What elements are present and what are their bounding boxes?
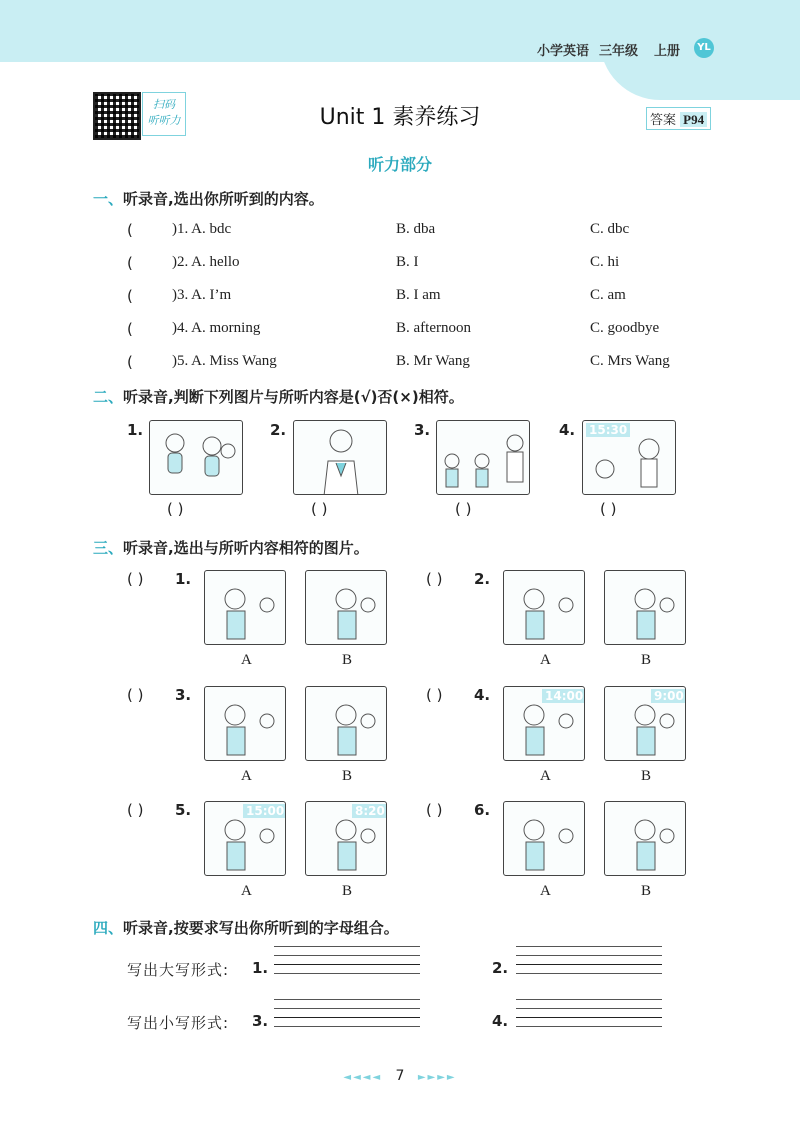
s1-item-3-c: C. am bbox=[590, 287, 626, 303]
figure-body bbox=[637, 842, 655, 870]
s1-item-2-b: B. I bbox=[396, 254, 419, 270]
s3-q6-label-b: B bbox=[641, 883, 652, 899]
figure-head bbox=[225, 705, 245, 725]
figure-body bbox=[227, 611, 245, 639]
section2-num: 二、 bbox=[93, 388, 124, 406]
s1-item-1-c: C. dbc bbox=[590, 221, 630, 237]
lower-num-4: 4. bbox=[492, 1012, 509, 1030]
s3-answer-paren-6[interactable]: ( ) bbox=[426, 801, 443, 819]
figure-body bbox=[227, 727, 245, 755]
s3-q5-label-a: A bbox=[241, 883, 252, 899]
illustration bbox=[605, 802, 686, 876]
illustration bbox=[504, 571, 585, 645]
s2-clock: 15:30 bbox=[586, 423, 630, 437]
page-number: 7 bbox=[395, 1068, 405, 1084]
s3-q1-picture-a[interactable] bbox=[204, 570, 286, 645]
figure-head-2 bbox=[260, 598, 274, 612]
s3-q6-label-a: A bbox=[540, 883, 551, 899]
s2-item-2-num: 2. bbox=[270, 421, 287, 439]
s1-item-1-a: )1. A. bdc bbox=[172, 221, 232, 237]
s2-answer-1[interactable]: ( ) bbox=[167, 500, 184, 518]
s3-q5-picture-b[interactable] bbox=[305, 801, 387, 876]
illustration bbox=[205, 571, 286, 645]
writing-line-1-1 bbox=[274, 946, 420, 947]
s2-picture-3 bbox=[436, 420, 530, 495]
writing-line-2-4 bbox=[516, 973, 662, 974]
figure-head bbox=[524, 589, 544, 609]
illustration bbox=[605, 571, 686, 645]
s3-q4-label-a: A bbox=[540, 768, 551, 784]
illustration bbox=[205, 687, 286, 761]
figure-body bbox=[526, 727, 544, 755]
s2-picture-4 bbox=[582, 420, 676, 495]
s3-item-1-num: 1. bbox=[175, 570, 192, 588]
girl-illustration bbox=[294, 421, 387, 495]
s3-q6-picture-a[interactable] bbox=[503, 801, 585, 876]
s1-item-5-c: C. Mrs Wang bbox=[590, 353, 670, 369]
figure-head bbox=[635, 705, 655, 725]
s3-q4-clock-a: 14:00 bbox=[542, 689, 585, 703]
s1-item-2-a: )2. A. hello bbox=[172, 254, 240, 270]
writing-line-4-4 bbox=[516, 1026, 662, 1027]
figure-body bbox=[637, 727, 655, 755]
s1-item-4-a: )4. A. morning bbox=[172, 320, 261, 336]
section-subtitle: 听力部分 bbox=[367, 155, 432, 174]
s1-item-2-c: C. hi bbox=[590, 254, 620, 270]
writing-line-4-1 bbox=[516, 999, 662, 1000]
figure-head bbox=[635, 820, 655, 840]
mice-illustration bbox=[150, 421, 243, 495]
s3-item-4-num: 4. bbox=[474, 686, 491, 704]
answer-ref bbox=[646, 107, 711, 130]
lower-label: 写出小写形式: bbox=[127, 1014, 230, 1032]
figure-body bbox=[526, 611, 544, 639]
figure-head bbox=[524, 820, 544, 840]
figure-head-2 bbox=[660, 598, 674, 612]
s3-item-3-num: 3. bbox=[175, 686, 192, 704]
section2-heading bbox=[93, 386, 464, 407]
s3-answer-paren-5[interactable]: ( ) bbox=[127, 801, 144, 819]
figure-body bbox=[637, 611, 655, 639]
figure-body bbox=[338, 611, 356, 639]
s3-item-2-num: 2. bbox=[474, 570, 491, 588]
figure-head-2 bbox=[660, 714, 674, 728]
section2-text: 听录音,判断下列图片与所听内容是(√)否(×)相符。 bbox=[123, 388, 464, 406]
writing-line-2-1 bbox=[516, 946, 662, 947]
writing-line-3-3[interactable] bbox=[274, 1017, 420, 1018]
footer-right-arrows: ►►►► bbox=[417, 1072, 457, 1083]
s3-q5-clock-b: 8:20 bbox=[352, 804, 387, 818]
upper-num-1: 1. bbox=[252, 959, 269, 977]
writing-line-2-2 bbox=[516, 955, 662, 956]
writing-line-3-4 bbox=[274, 1026, 420, 1027]
s3-q2-picture-b[interactable] bbox=[604, 570, 686, 645]
s3-q6-picture-b[interactable] bbox=[604, 801, 686, 876]
section4-text: 听录音,按要求写出你所听到的字母组合。 bbox=[123, 919, 399, 937]
s1-item-4-c: C. goodbye bbox=[590, 320, 660, 336]
section3-text: 听录音,选出与所听内容相符的图片。 bbox=[123, 539, 369, 557]
figure-head-2 bbox=[660, 829, 674, 843]
header-grade: 三年级 bbox=[599, 44, 639, 59]
answer-label: 答案 bbox=[650, 113, 677, 128]
figure-head-2 bbox=[559, 598, 573, 612]
header-term: 上册 bbox=[654, 44, 681, 59]
figure-head-2 bbox=[559, 714, 573, 728]
s3-q4-picture-a[interactable] bbox=[503, 686, 585, 761]
s3-q3-picture-b[interactable] bbox=[305, 686, 387, 761]
section1-text: 听录音,选出你所听到的内容。 bbox=[123, 190, 324, 208]
s1-item-3-b: B. I am bbox=[396, 287, 441, 303]
figure-head bbox=[225, 820, 245, 840]
illustration bbox=[306, 687, 387, 761]
figure-head bbox=[225, 589, 245, 609]
figure-head bbox=[336, 705, 356, 725]
figure-head-2 bbox=[260, 829, 274, 843]
s1-item-1-b: B. dba bbox=[396, 221, 436, 237]
s3-q2-label-a: A bbox=[540, 652, 551, 668]
s1-item-5-a: )5. A. Miss Wang bbox=[172, 353, 277, 369]
s1-item-5-b: B. Mr Wang bbox=[396, 353, 470, 369]
figure-head-2 bbox=[361, 829, 375, 843]
s3-q1-picture-b[interactable] bbox=[305, 570, 387, 645]
section3-num: 三、 bbox=[93, 539, 124, 557]
section1-num: 一、 bbox=[93, 190, 124, 208]
s3-q2-picture-a[interactable] bbox=[503, 570, 585, 645]
s3-q4-picture-b[interactable] bbox=[604, 686, 686, 761]
figure-head bbox=[336, 820, 356, 840]
upper-label: 写出大写形式: bbox=[127, 961, 230, 979]
writing-line-2-3[interactable] bbox=[516, 964, 662, 965]
s3-q2-label-b: B bbox=[641, 652, 652, 668]
s2-item-4-num: 4. bbox=[559, 421, 576, 439]
s1-answer-paren-3[interactable]: ( bbox=[127, 287, 133, 305]
s3-answer-paren-2[interactable]: ( ) bbox=[426, 570, 443, 588]
s2-item-3-num: 3. bbox=[414, 421, 431, 439]
s2-item-1-num: 1. bbox=[127, 421, 144, 439]
upper-num-2: 2. bbox=[492, 959, 509, 977]
s3-q3-label-a: A bbox=[241, 768, 252, 784]
illustration bbox=[504, 802, 585, 876]
figure-body bbox=[227, 842, 245, 870]
s2-answer-4[interactable]: ( ) bbox=[600, 500, 617, 518]
figure-head-2 bbox=[559, 829, 573, 843]
s3-q4-label-b: B bbox=[641, 768, 652, 784]
figure-head bbox=[635, 589, 655, 609]
s1-answer-paren-5[interactable]: ( bbox=[127, 353, 133, 371]
s3-q1-label-b: B bbox=[342, 652, 353, 668]
s3-item-5-num: 5. bbox=[175, 801, 192, 819]
header-subject: 小学英语 bbox=[537, 44, 590, 59]
figure-body bbox=[338, 727, 356, 755]
s3-q1-label-a: A bbox=[241, 652, 252, 668]
figure-head-2 bbox=[361, 714, 375, 728]
writing-line-1-2 bbox=[274, 955, 420, 956]
s2-answer-3[interactable]: ( ) bbox=[455, 500, 472, 518]
s3-answer-paren-3[interactable]: ( ) bbox=[127, 686, 144, 704]
s1-answer-paren-4[interactable]: ( bbox=[127, 320, 133, 338]
s3-q3-picture-a[interactable] bbox=[204, 686, 286, 761]
lower-num-3: 3. bbox=[252, 1012, 269, 1030]
s1-answer-paren-1[interactable]: ( bbox=[127, 221, 133, 239]
illustration bbox=[306, 571, 387, 645]
s3-answer-paren-1[interactable]: ( ) bbox=[127, 570, 144, 588]
section3-heading bbox=[93, 537, 369, 558]
figure-head bbox=[336, 589, 356, 609]
s3-q5-picture-a[interactable] bbox=[204, 801, 286, 876]
s1-item-3-a: )3. A. I’m bbox=[172, 287, 232, 303]
scan-label-line1: 扫码 bbox=[153, 98, 175, 111]
section4-num: 四、 bbox=[93, 919, 124, 937]
writing-line-4-2 bbox=[516, 1008, 662, 1009]
s3-answer-paren-4[interactable]: ( ) bbox=[426, 686, 443, 704]
s2-picture-2 bbox=[293, 420, 387, 495]
writing-line-3-2 bbox=[274, 1008, 420, 1009]
footer-left-arrows: ◄◄◄◄ bbox=[343, 1072, 383, 1083]
figure-head-2 bbox=[361, 598, 375, 612]
s3-q3-label-b: B bbox=[342, 768, 353, 784]
children-teacher-illustration bbox=[437, 421, 530, 495]
s2-answer-2[interactable]: ( ) bbox=[311, 500, 328, 518]
figure-head bbox=[524, 705, 544, 725]
s3-q5-label-b: B bbox=[342, 883, 353, 899]
figure-head-2 bbox=[260, 714, 274, 728]
section4-heading bbox=[93, 917, 399, 938]
figure-body bbox=[526, 842, 544, 870]
s2-picture-1 bbox=[149, 420, 243, 495]
s3-item-6-num: 6. bbox=[474, 801, 491, 819]
header-badge: YL bbox=[694, 38, 714, 58]
s3-q5-clock-a: 15:00 bbox=[243, 804, 286, 818]
figure-body bbox=[338, 842, 356, 870]
writing-line-4-3[interactable] bbox=[516, 1017, 662, 1018]
s3-q4-clock-b: 9:00 bbox=[651, 689, 686, 703]
page-title: Unit 1 素养练习 bbox=[319, 105, 481, 130]
section1-heading bbox=[93, 188, 324, 209]
s1-item-4-b: B. afternoon bbox=[396, 320, 471, 336]
s1-answer-paren-2[interactable]: ( bbox=[127, 254, 133, 272]
writing-line-1-3[interactable] bbox=[274, 964, 420, 965]
writing-line-3-1 bbox=[274, 999, 420, 1000]
writing-line-1-4 bbox=[274, 973, 420, 974]
answer-page: P94 bbox=[680, 112, 707, 127]
scan-label-line2: 听听力 bbox=[147, 114, 181, 127]
page-footer bbox=[0, 1068, 800, 1084]
